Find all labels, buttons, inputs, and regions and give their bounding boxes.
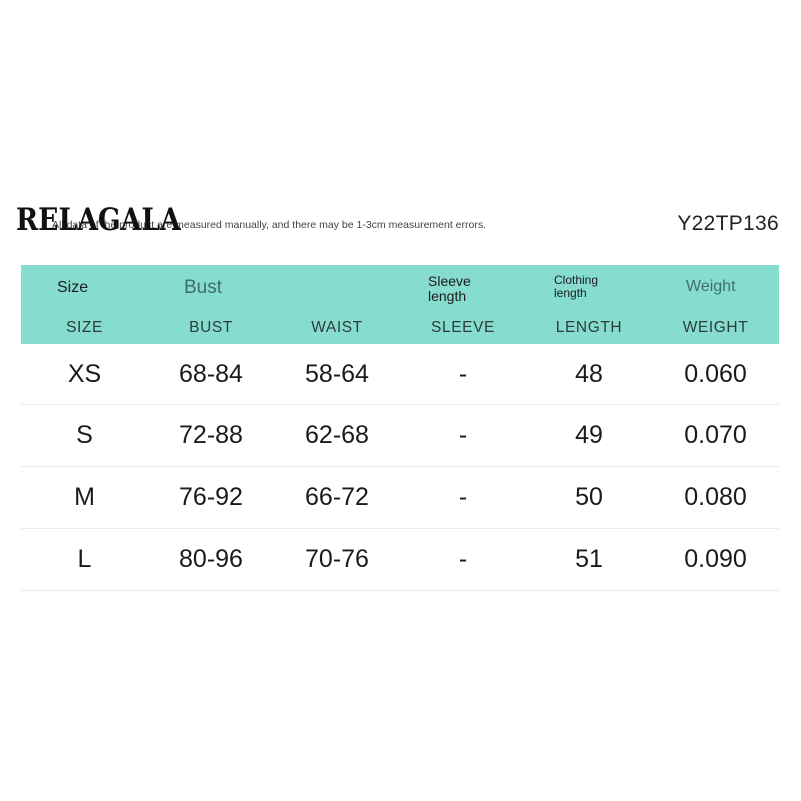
header-bottom-label: SLEEVE bbox=[431, 319, 495, 336]
header-top-label: Bust bbox=[184, 277, 223, 298]
header-top-label: Weight bbox=[686, 278, 736, 295]
table-row bbox=[21, 405, 779, 467]
title-bar bbox=[16, 200, 779, 240]
bust-cell: 68-84 bbox=[148, 344, 274, 405]
bust-cell: 80-96 bbox=[148, 529, 274, 591]
header-bottom-label: SIZE bbox=[66, 319, 103, 336]
header-row bbox=[21, 265, 779, 344]
waist-cell: 66-72 bbox=[274, 467, 400, 529]
table-row bbox=[21, 344, 779, 405]
header-cell-length bbox=[526, 265, 652, 344]
table-row bbox=[21, 467, 779, 529]
header-cell-waist bbox=[274, 265, 400, 344]
brand-logo: RELAGALA bbox=[16, 202, 181, 238]
weight-cell: 0.060 bbox=[652, 344, 779, 405]
header-top-label: Size bbox=[57, 279, 89, 296]
sleeve-cell: - bbox=[400, 405, 526, 467]
header-bottom-label: WEIGHT bbox=[682, 319, 749, 336]
length-cell: 51 bbox=[526, 529, 652, 591]
bust-cell: 72-88 bbox=[148, 405, 274, 467]
table-row bbox=[21, 529, 779, 591]
length-cell: 48 bbox=[526, 344, 652, 405]
bust-cell: 76-92 bbox=[148, 467, 274, 529]
product-code: Y22TP136 bbox=[677, 212, 779, 235]
size-cell: M bbox=[21, 467, 148, 529]
weight-cell: 0.070 bbox=[652, 405, 779, 467]
header-bottom-label: LENGTH bbox=[555, 319, 623, 336]
header-cell-sleeve bbox=[400, 265, 526, 344]
waist-cell: 70-76 bbox=[274, 529, 400, 591]
waist-cell: 62-68 bbox=[274, 405, 400, 467]
size-chart-table bbox=[21, 265, 779, 591]
waist-cell: 58-64 bbox=[274, 344, 400, 405]
header-cell-bust bbox=[148, 265, 274, 344]
length-cell: 49 bbox=[526, 405, 652, 467]
header-bottom-label: WAIST bbox=[311, 319, 363, 336]
sleeve-cell: - bbox=[400, 467, 526, 529]
measurement-notice: All data of the product are measured manually, and there may be 1-3cm measurement errors. bbox=[52, 219, 487, 231]
weight-cell: 0.080 bbox=[652, 467, 779, 529]
size-cell: S bbox=[21, 405, 148, 467]
sleeve-cell: - bbox=[400, 344, 526, 405]
header-top-label: Clothing length bbox=[554, 273, 599, 300]
size-cell: L bbox=[21, 529, 148, 591]
size-cell: XS bbox=[21, 344, 148, 405]
header-cell-size bbox=[21, 265, 148, 344]
header-cell-weight bbox=[652, 265, 779, 344]
header-bottom-label: BUST bbox=[189, 319, 233, 336]
weight-cell: 0.090 bbox=[652, 529, 779, 591]
sleeve-cell: - bbox=[400, 529, 526, 591]
length-cell: 50 bbox=[526, 467, 652, 529]
header-top-label: Sleeve length bbox=[428, 273, 471, 304]
